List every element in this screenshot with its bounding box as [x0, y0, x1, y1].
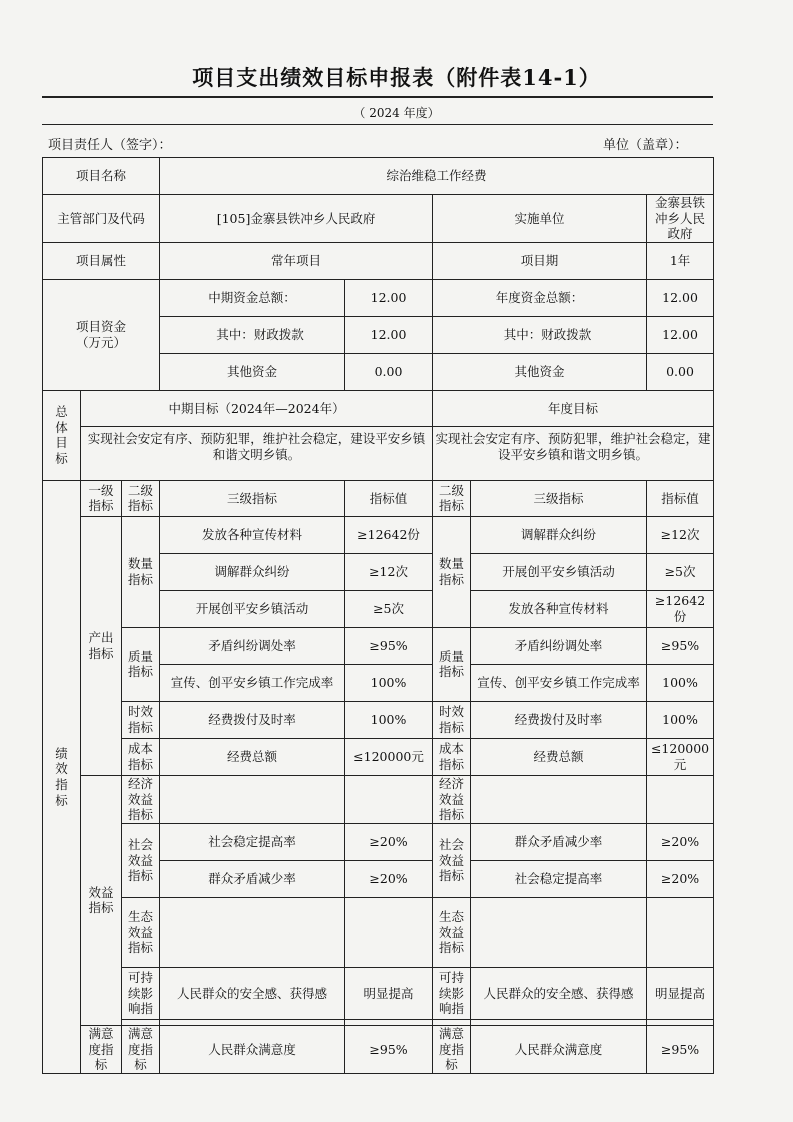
overall-goal-label: 总体目标	[43, 390, 81, 480]
sustain-label-left: 可持续影响指	[122, 967, 160, 1019]
h-level3-right: 三级指标	[471, 480, 647, 516]
quantity-label-right: 数量指标	[433, 516, 471, 627]
right-q3-value: ≥12642份	[647, 590, 714, 627]
mid-fiscal-label: 其中：财政拨款	[160, 316, 345, 353]
funds-label: 项目资金（万元）	[43, 279, 160, 390]
right-su1: 人民群众的安全感、获得感	[471, 967, 647, 1019]
right-c1-value: ≤120000元	[647, 738, 714, 775]
left-q1: 发放各种宣传材料	[160, 516, 345, 553]
attr-value: 常年项目	[160, 242, 433, 279]
left-c1: 经费总额	[160, 738, 345, 775]
year-line: （ 2024 年度）	[353, 106, 440, 120]
mid-fiscal-value: 12.00	[345, 316, 433, 353]
year-fiscal-value: 12.00	[647, 316, 714, 353]
left-c1-value: ≤120000元	[345, 738, 433, 775]
responsible-label: 项目责任人（签字）：	[48, 138, 172, 153]
left-s2: 群众矛盾减少率	[160, 860, 345, 897]
satisfaction-label: 满意度指标	[81, 1025, 122, 1073]
mid-total-label: 中期资金总额：	[160, 279, 345, 316]
left-q1-value: ≥12642份	[345, 516, 433, 553]
project-name-label: 项目名称	[43, 158, 160, 195]
right-su1-value: 明显提高	[647, 967, 714, 1019]
right-t1: 经费拨付及时率	[471, 701, 647, 738]
left-q3-value: ≥5次	[345, 590, 433, 627]
cost-label-left: 成本指标	[122, 738, 160, 775]
ecological-label-right: 生态效益指标	[433, 897, 471, 967]
mid-goal-header: 中期目标（2024年—2024年）	[81, 390, 433, 426]
impl-unit-value: 金寨县铁冲乡人民政府	[647, 195, 714, 243]
year-fiscal-label: 其中：财政拨款	[433, 316, 647, 353]
left-sa1: 人民群众满意度	[160, 1025, 345, 1073]
benefit-label: 效益指标	[81, 775, 122, 1025]
left-su1-value: 明显提高	[345, 967, 433, 1019]
right-sa1: 人民群众满意度	[471, 1025, 647, 1073]
h-level2-right: 二级指标	[433, 480, 471, 516]
ecological-label-left: 生态效益指标	[122, 897, 160, 967]
right-ql2: 宣传、创平安乡镇工作完成率	[471, 664, 647, 701]
dept-label: 主管部门及代码	[43, 195, 160, 243]
right-eco1-value	[647, 897, 714, 967]
mid-other-value: 0.00	[345, 353, 433, 390]
quality-label-left: 质量指标	[122, 627, 160, 701]
right-s2: 社会稳定提高率	[471, 860, 647, 897]
left-s1: 社会稳定提高率	[160, 823, 345, 860]
right-ql1-value: ≥95%	[647, 627, 714, 664]
right-ql2-value: 100%	[647, 664, 714, 701]
left-s1-value: ≥20%	[345, 823, 433, 860]
left-eco1	[160, 897, 345, 967]
year-total-value: 12.00	[647, 279, 714, 316]
period-label: 项目期	[433, 242, 647, 279]
left-t1: 经费拨付及时率	[160, 701, 345, 738]
right-e1	[471, 775, 647, 823]
left-e1	[160, 775, 345, 823]
project-name-value: 综治维稳工作经费	[160, 158, 714, 195]
left-q2-value: ≥12次	[345, 553, 433, 590]
economic-label-left: 经济效益指标	[122, 775, 160, 823]
satisfaction2-label-left: 满意度指标	[122, 1025, 160, 1073]
h-level3-left: 三级指标	[160, 480, 345, 516]
h-value-left: 指标值	[345, 480, 433, 516]
right-q1: 调解群众纠纷	[471, 516, 647, 553]
mid-goal-text: 实现社会安定有序、预防犯罪，维护社会稳定，建设平安乡镇和谐文明乡镇。	[81, 426, 433, 480]
right-c1: 经费总额	[471, 738, 647, 775]
timeliness-label-left: 时效指标	[122, 701, 160, 738]
quality-label-right: 质量指标	[433, 627, 471, 701]
year-total-label: 年度资金总额：	[433, 279, 647, 316]
mid-other-label: 其他资金	[160, 353, 345, 390]
year-rule	[42, 124, 713, 125]
output-label: 产出指标	[81, 516, 122, 775]
left-ql1-value: ≥95%	[345, 627, 433, 664]
left-s2-value: ≥20%	[345, 860, 433, 897]
h-level1: 一级指标	[81, 480, 122, 516]
year-other-label: 其他资金	[433, 353, 647, 390]
h-level2-left: 二级指标	[122, 480, 160, 516]
left-ql1: 矛盾纠纷调处率	[160, 627, 345, 664]
left-e1-value	[345, 775, 433, 823]
social-label-right: 社会效益指标	[433, 823, 471, 897]
right-sa1-value: ≥95%	[647, 1025, 714, 1073]
left-ql2-value: 100%	[345, 664, 433, 701]
left-sa1-value: ≥95%	[345, 1025, 433, 1073]
right-q2: 开展创平安乡镇活动	[471, 553, 647, 590]
period-value: 1年	[647, 242, 714, 279]
right-q3: 发放各种宣传材料	[471, 590, 647, 627]
h-value-right: 指标值	[647, 480, 714, 516]
social-label-left: 社会效益指标	[122, 823, 160, 897]
right-s1: 群众矛盾减少率	[471, 823, 647, 860]
dept-value: [105]金寨县铁冲乡人民政府	[160, 195, 433, 243]
right-t1-value: 100%	[647, 701, 714, 738]
left-su1: 人民群众的安全感、获得感	[160, 967, 345, 1019]
year-goal-header: 年度目标	[433, 390, 714, 426]
right-s1-value: ≥20%	[647, 823, 714, 860]
performance-table	[42, 157, 714, 1074]
unit-label: 单位（盖章）：	[603, 138, 688, 153]
right-q1-value: ≥12次	[647, 516, 714, 553]
left-ql2: 宣传、创平安乡镇工作完成率	[160, 664, 345, 701]
right-eco1	[471, 897, 647, 967]
title-rule	[42, 96, 713, 98]
page-title: 项目支出绩效目标申报表（附件表14-1）	[192, 65, 601, 90]
right-e1-value	[647, 775, 714, 823]
right-q2-value: ≥5次	[647, 553, 714, 590]
right-s2-value: ≥20%	[647, 860, 714, 897]
economic-label-right: 经济效益指标	[433, 775, 471, 823]
sustain-label-right: 可持续影响指	[433, 967, 471, 1019]
year-other-value: 0.00	[647, 353, 714, 390]
left-t1-value: 100%	[345, 701, 433, 738]
timeliness-label-right: 时效指标	[433, 701, 471, 738]
perf-label: 绩效指标	[43, 480, 81, 1073]
left-eco1-value	[345, 897, 433, 967]
left-q2: 调解群众纠纷	[160, 553, 345, 590]
right-ql1: 矛盾纠纷调处率	[471, 627, 647, 664]
mid-total-value: 12.00	[345, 279, 433, 316]
attr-label: 项目属性	[43, 242, 160, 279]
satisfaction2-label-right: 满意度指标	[433, 1025, 471, 1073]
quantity-label-left: 数量指标	[122, 516, 160, 627]
cost-label-right: 成本指标	[433, 738, 471, 775]
left-q3: 开展创平安乡镇活动	[160, 590, 345, 627]
impl-unit-label: 实施单位	[433, 195, 647, 243]
year-goal-text: 实现社会安定有序、预防犯罪，维护社会稳定，建设平安乡镇和谐文明乡镇。	[433, 426, 714, 480]
